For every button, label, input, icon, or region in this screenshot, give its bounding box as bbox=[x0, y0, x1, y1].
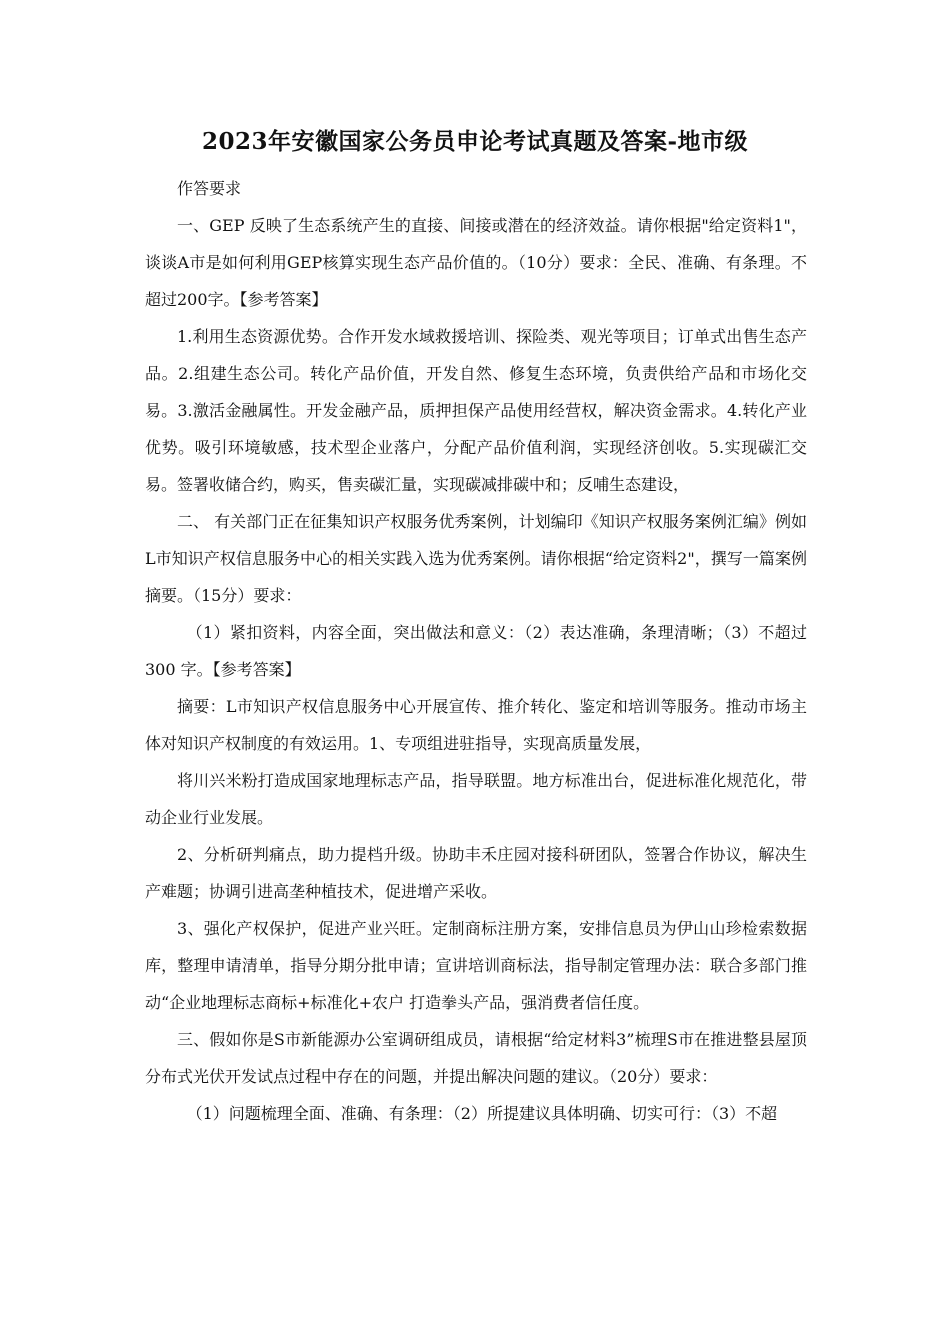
paragraph-question-1: 一、GEP 反映了生态系统产生的直接、间接或潜在的经济效益。请你根据"给定资料1"，谈谈A市是如何利用GEP核算实现生态产品价值的。（10分）要求：全民、准确、有条理。不超过200字。【参考答案】 bbox=[145, 216, 807, 309]
document-title: 2023年安徽国家公务员申论考试真题及答案-地市级 bbox=[201, 128, 749, 155]
paragraph-answer-1: 1.利用生态资源优势。合作开发水域救援培训、探险类、观光等项目；订单式出售生态产品。2.组建生态公司。转化产品价值，开发自然、修复生态环境，负责供给产品和市场化交易。3.激活金融属性。开发金融产品，质押担保产品使用经营权，解决资金需求。4.转化产业优势。吸引环境敏感，技术型企业落户，分配产品价值利润，实现经济创收。5.实现碳汇交易。签署收储合约，购买，售卖碳汇量，实现碳减排碳中和；反哺生态建设， bbox=[145, 327, 807, 494]
paragraph-point-2: 2、分析研判痛点，助力提档升级。协助丰禾庄园对接科研团队，签署合作协议，解决生产难题；协调引进高垄种植技术，促进增产采收。 bbox=[145, 845, 807, 901]
paragraph-question-2: 二、 有关部门正在征集知识产权服务优秀案例，计划编印《知识产权服务案例汇编》例如L市知识产权信息服务中心的相关实践入选为优秀案例。请你根据“给定资料2"，撰写一篇案例摘要。（15分）要求： bbox=[145, 512, 807, 605]
paragraph-requirements-2: （1）紧扣资料，内容全面，突出做法和意义：（2）表达准确，条理清晰；（3）不超过 300 字。【参考答案】 bbox=[145, 623, 807, 679]
paragraph-summary: 摘要：L市知识产权信息服务中心开展宣传、推介转化、鉴定和培训等服务。推动市场主体对知识产权制度的有效运用。1、专项组进驻指导，实现高质量发展， bbox=[145, 697, 807, 753]
paragraph-instructions: 作答要求 bbox=[177, 179, 242, 198]
paragraph-summary-cont: 将川兴米粉打造成国家地理标志产品，指导联盟。地方标准出台，促进标准化规范化，带动企业行业发展。 bbox=[145, 771, 807, 827]
paragraph-point-3: 3、强化产权保护，促进产业兴旺。定制商标注册方案，安排信息员为伊山山珍检索数据库，整理申请清单，指导分期分批申请；宣讲培训商标法，指导制定管理办法：联合多部门推动“企业地理标志商标+标准化+农户 打造拳头产品，强消费者信任度。 bbox=[145, 919, 807, 1012]
paragraph-requirements-3: （1）问题梳理全面、准确、有条理：（2）所提建议具体明确、切实可行：（3）不超 bbox=[186, 1104, 778, 1123]
document-body bbox=[145, 170, 807, 1132]
paragraph-question-3: 三、假如你是S市新能源办公室调研组成员，请根据“给定材料3”梳理S市在推进整县屋顶分布式光伏开发试点过程中存在的问题，并提出解决问题的建议。（20分）要求： bbox=[145, 1030, 807, 1086]
